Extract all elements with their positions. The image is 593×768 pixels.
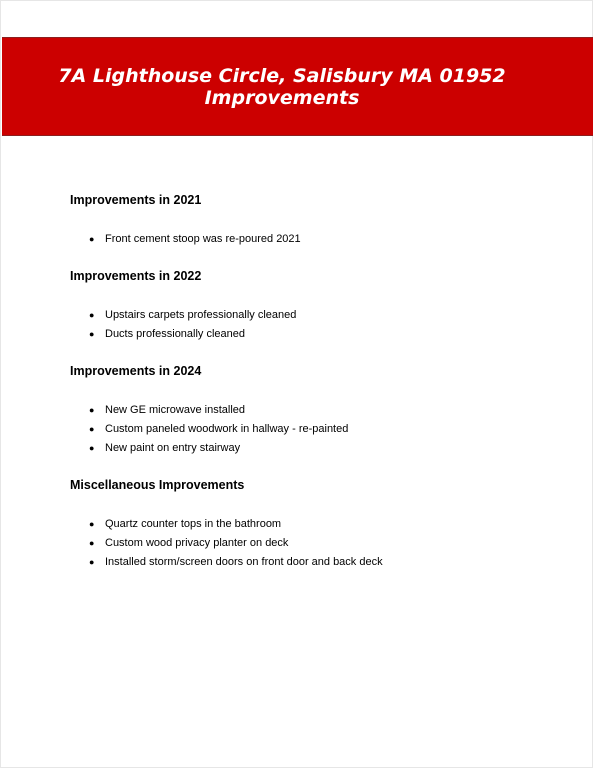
section-heading: Improvements in 2024 [70,364,202,378]
bullet-list [70,230,550,249]
list-item-text: Quartz counter tops in the bathroom [105,518,282,530]
bullet-icon: ● [89,424,95,434]
section-2024 [70,362,550,458]
bullet-list [70,401,550,458]
list-item [70,230,550,249]
title-banner [2,37,593,136]
title-subtitle: Improvements [204,87,360,109]
list-item-text: Ducts professionally cleaned [105,328,246,340]
section-2021 [70,191,550,249]
list-item [70,534,550,553]
list-item [70,401,550,420]
document-title [2,65,562,109]
bullet-list [70,515,550,572]
bullet-icon: ● [89,405,95,415]
section-heading: Improvements in 2022 [70,269,202,283]
section-heading: Improvements in 2021 [70,193,202,207]
list-item-text: Front cement stoop was re-poured 2021 [105,233,301,245]
bullet-icon: ● [89,557,95,567]
list-item [70,306,550,325]
list-item-text: Custom wood privacy planter on deck [105,537,289,549]
bullet-icon: ● [89,443,95,453]
list-item [70,325,550,344]
list-item [70,439,550,458]
document-body [70,191,550,590]
bullet-icon: ● [89,329,95,339]
list-item-text: Custom paneled woodwork in hallway - re-painted [105,423,349,435]
bullet-icon: ● [89,538,95,548]
list-item [70,515,550,534]
list-item [70,553,550,572]
bullet-icon: ● [89,234,95,244]
list-item-text: New paint on entry stairway [105,442,241,454]
list-item-text: Upstairs carpets professionally cleaned [105,309,297,321]
list-item [70,420,550,439]
list-item-text: Installed storm/screen doors on front door and back deck [105,556,383,568]
section-2022 [70,267,550,344]
bullet-icon: ● [89,310,95,320]
bullet-list [70,306,550,344]
title-address: 7A Lighthouse Circle, Salisbury MA 01952 [58,65,506,87]
section-miscellaneous [70,476,550,572]
list-item-text: New GE microwave installed [105,404,245,416]
section-heading: Miscellaneous Improvements [70,478,245,492]
bullet-icon: ● [89,519,95,529]
